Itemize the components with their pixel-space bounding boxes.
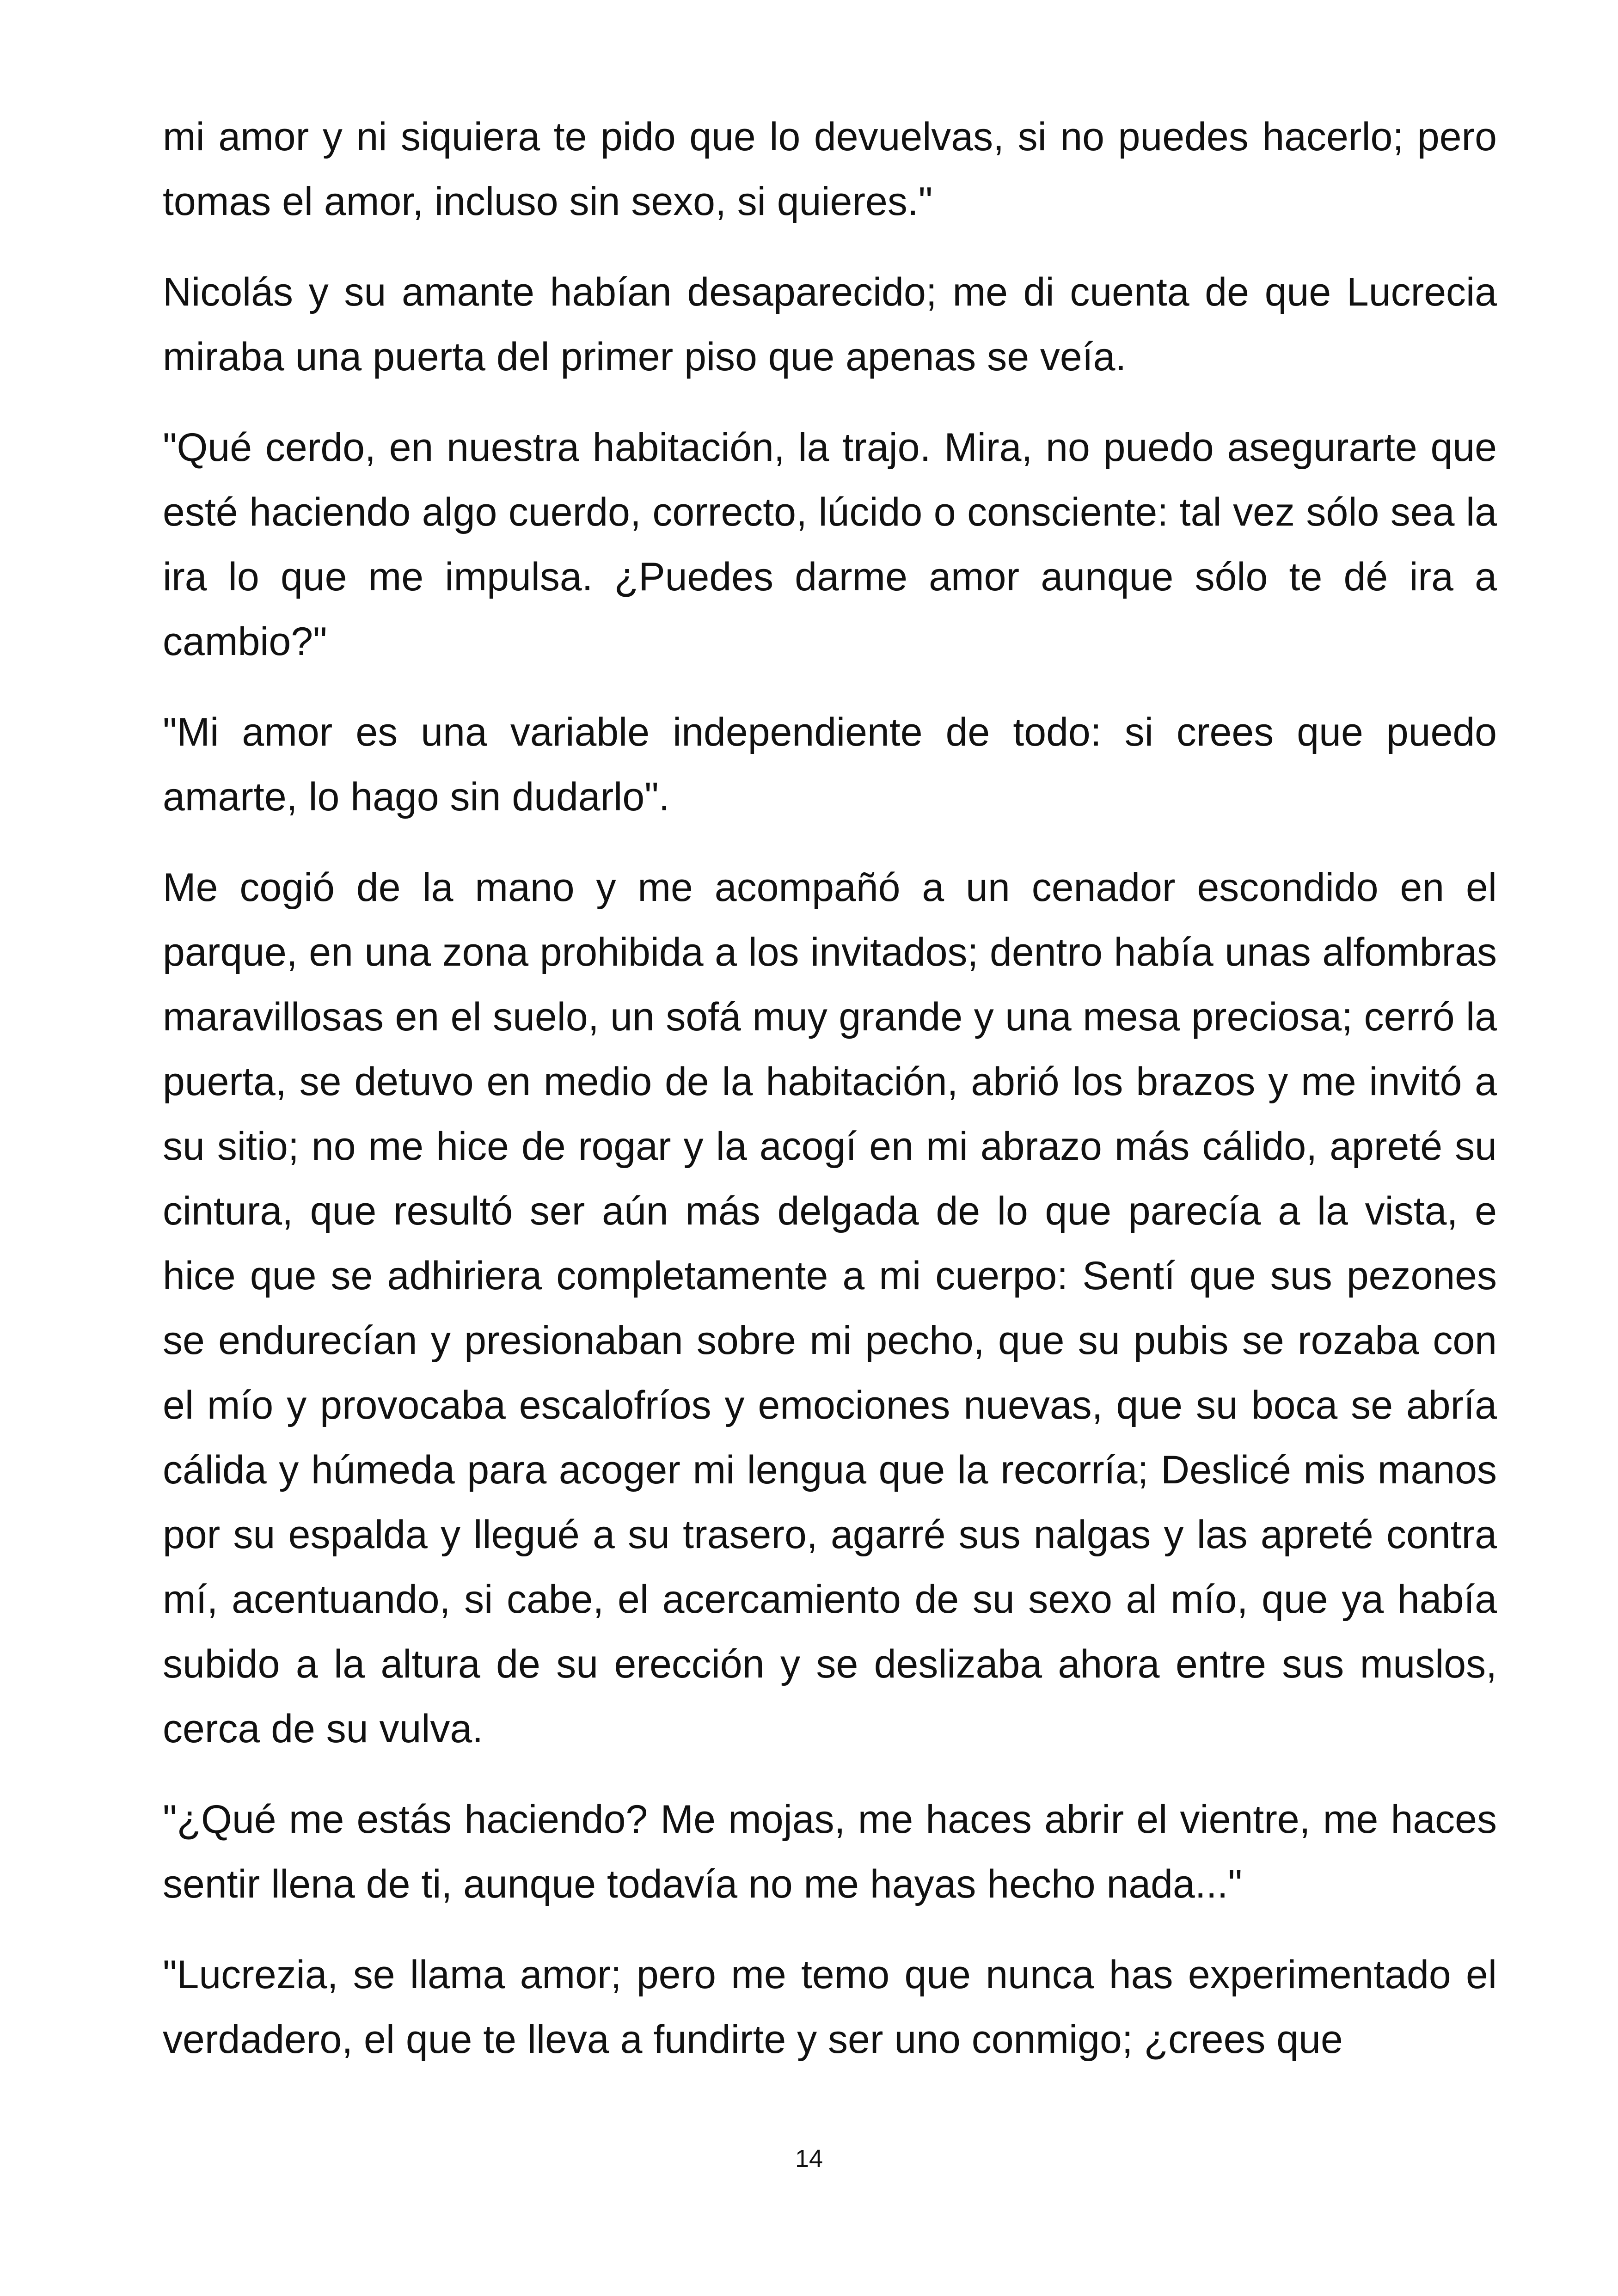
paragraph-4: "Mi amor es una variable independiente de todo: si crees que puedo amarte, lo hago sin dudarlo". xyxy=(163,710,1497,819)
body-text xyxy=(163,104,1497,2098)
page-number: 14 xyxy=(795,2145,823,2173)
paragraph-3: "Qué cerdo, en nuestra habitación, la trajo. Mira, no puedo asegurarte que esté haciendo algo cuerdo, correcto, lúcido o consciente: tal vez sólo sea la ira lo que me impulsa. ¿Puedes darme amor aunque sólo te dé ira a cambio?" xyxy=(163,425,1497,664)
paragraph-5: Me cogió de la mano y me acompañó a un cenador escondido en el parque, en una zona prohibida a los invitados; dentro había unas alfombras maravillosas en el suelo, un sofá muy grande y una mesa preciosa; cerró la puerta, se detuvo en medio de la habitación, abrió los brazos y me invitó a su sitio; no me hice de rogar y la acogí en mi abrazo más cálido, apreté su cintura, que resultó ser aún más delgada de lo que parecía a la vista, e hice que se adhiriera completamente a mi cuerpo: Sentí que sus pezones se endurecían y presionaban sobre mi pecho, que su pubis se rozaba con el mío y provocaba escalofríos y emociones nuevas, que su boca se abría cálida y húmeda para acoger mi lengua que la recorría; Deslicé mis manos por su espalda y llegué a su trasero, agarré sus nalgas y las apreté contra mí, acentuando, si cabe, el acercamiento de su sexo al mío, que ya había subido a la altura de su erección y se deslizaba ahora entre sus muslos, cerca de su vulva. xyxy=(163,865,1497,1751)
paragraph-2: Nicolás y su amante habían desaparecido; me di cuenta de que Lucrecia miraba una puerta del primer piso que apenas se veía. xyxy=(163,270,1497,379)
paragraph-7: "Lucrezia, se llama amor; pero me temo que nunca has experimentado el verdadero, el que te lleva a fundirte y ser uno conmigo; ¿crees que xyxy=(163,1953,1497,2062)
paragraph-6: "¿Qué me estás haciendo? Me mojas, me haces abrir el vientre, me haces sentir llena de ti, aunque todavía no me hayas hecho nada..." xyxy=(163,1797,1497,1906)
paragraph-1: mi amor y ni siquiera te pido que lo devuelvas, si no puedes hacerlo; pero tomas el amor, incluso sin sexo, si quieres." xyxy=(163,115,1497,224)
